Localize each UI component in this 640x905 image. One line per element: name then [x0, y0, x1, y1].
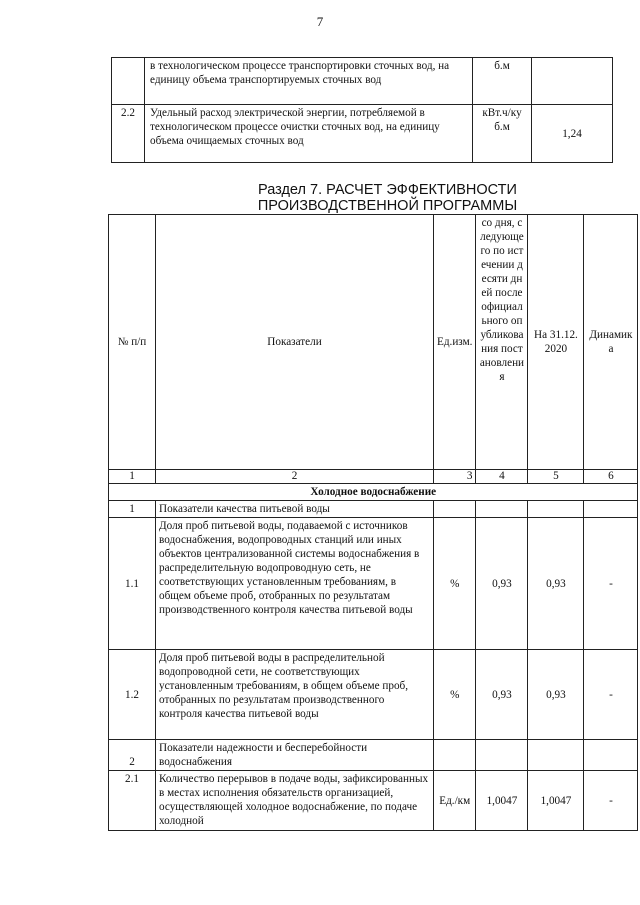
header-unit: Ед.изм. [434, 215, 476, 470]
row-unit: Ед./км [434, 771, 476, 831]
row-indicator: Показатели качества питьевой воды [156, 501, 434, 518]
row-number: 1.2 [109, 650, 156, 740]
header-col6: Динамика [584, 215, 638, 470]
table-row [112, 105, 613, 163]
column-number: 6 [584, 470, 638, 484]
table-row [112, 58, 613, 105]
row-value-6 [584, 740, 638, 771]
row-number: 2 [109, 740, 156, 771]
table-row [109, 518, 638, 650]
column-number: 3 [434, 470, 476, 484]
row-unit: % [434, 518, 476, 650]
row-number [112, 58, 145, 105]
row-unit: б.м [473, 58, 532, 105]
row-value-5 [528, 740, 584, 771]
row-indicator: Доля проб питьевой воды в распределительной водопроводной сети, не соответствующих установленным требованиям, в общем объеме проб, отобранных по результатам производственного контроля качества питьевой воды [156, 650, 434, 740]
row-value-6 [584, 501, 638, 518]
column-number: 4 [476, 470, 528, 484]
row-value-5: 1,0047 [528, 771, 584, 831]
group-row [109, 484, 638, 501]
row-indicator: Показатели надежности и бесперебойности водоснабжения [156, 740, 434, 771]
header-indicator: Показатели [156, 215, 434, 470]
header-col5: На 31.12.2020 [528, 215, 584, 470]
column-number: 2 [156, 470, 434, 484]
row-value: 1,24 [532, 105, 613, 163]
row-number: 2.1 [109, 771, 156, 831]
row-value-4: 0,93 [476, 518, 528, 650]
row-value-4: 0,93 [476, 650, 528, 740]
row-unit [434, 740, 476, 771]
row-indicator: Количество перерывов в подаче воды, зафиксированных в местах исполнения обязательств организацией, осуществляющей холодное водоснабжение, по подаче холодной [156, 771, 434, 831]
row-value-5: 0,93 [528, 518, 584, 650]
row-description: Удельный расход электрической энергии, потребляемой в технологическом процессе очистки сточных вод, на единицу объема очищаемых сточных вод [145, 105, 473, 163]
header-col4: со дня, следующего по истечении десяти дней после официального опубликования постановления [476, 215, 528, 470]
row-number: 1.1 [109, 518, 156, 650]
row-value-4 [476, 501, 528, 518]
row-value-6: - [584, 518, 638, 650]
column-number: 1 [109, 470, 156, 484]
row-value-4: 1,0047 [476, 771, 528, 831]
row-unit [434, 501, 476, 518]
table-header-row [109, 215, 638, 470]
column-number-row [109, 470, 638, 484]
top-table [111, 57, 613, 163]
row-value-6: - [584, 650, 638, 740]
table-row [109, 771, 638, 831]
table-row [109, 740, 638, 771]
page-number: 7 [316, 14, 324, 29]
row-description: в технологическом процессе транспортировки сточных вод, на единицу объема транспортируемых сточных вод [145, 58, 473, 105]
row-value-5: 0,93 [528, 650, 584, 740]
row-value-4 [476, 740, 528, 771]
section-title: Раздел 7. РАСЧЕТ ЭФФЕКТИВНОСТИ ПРОИЗВОДСТВЕННОЙ ПРОГРАММЫ [257, 182, 518, 214]
row-number: 2.2 [112, 105, 145, 163]
row-indicator: Доля проб питьевой воды, подаваемой с источников водоснабжения, водопроводных станций или иных объектов централизованной системы водоснабжения в распределительную водопроводную сеть, не соответствующих установленным требованиям, в общем объеме проб, отобранных по результатам производственного контроля качества питьевой воды [156, 518, 434, 650]
row-value-5 [528, 501, 584, 518]
row-unit: кВт.ч/ку б.м [473, 105, 532, 163]
column-number: 5 [528, 470, 584, 484]
table-row [109, 501, 638, 518]
row-number: 1 [109, 501, 156, 518]
group-title: Холодное водоснабжение [109, 484, 638, 501]
table-row [109, 650, 638, 740]
header-num: № п/п [109, 215, 156, 470]
row-unit: % [434, 650, 476, 740]
efficiency-table [108, 214, 638, 831]
row-value-6: - [584, 771, 638, 831]
row-value [532, 58, 613, 105]
